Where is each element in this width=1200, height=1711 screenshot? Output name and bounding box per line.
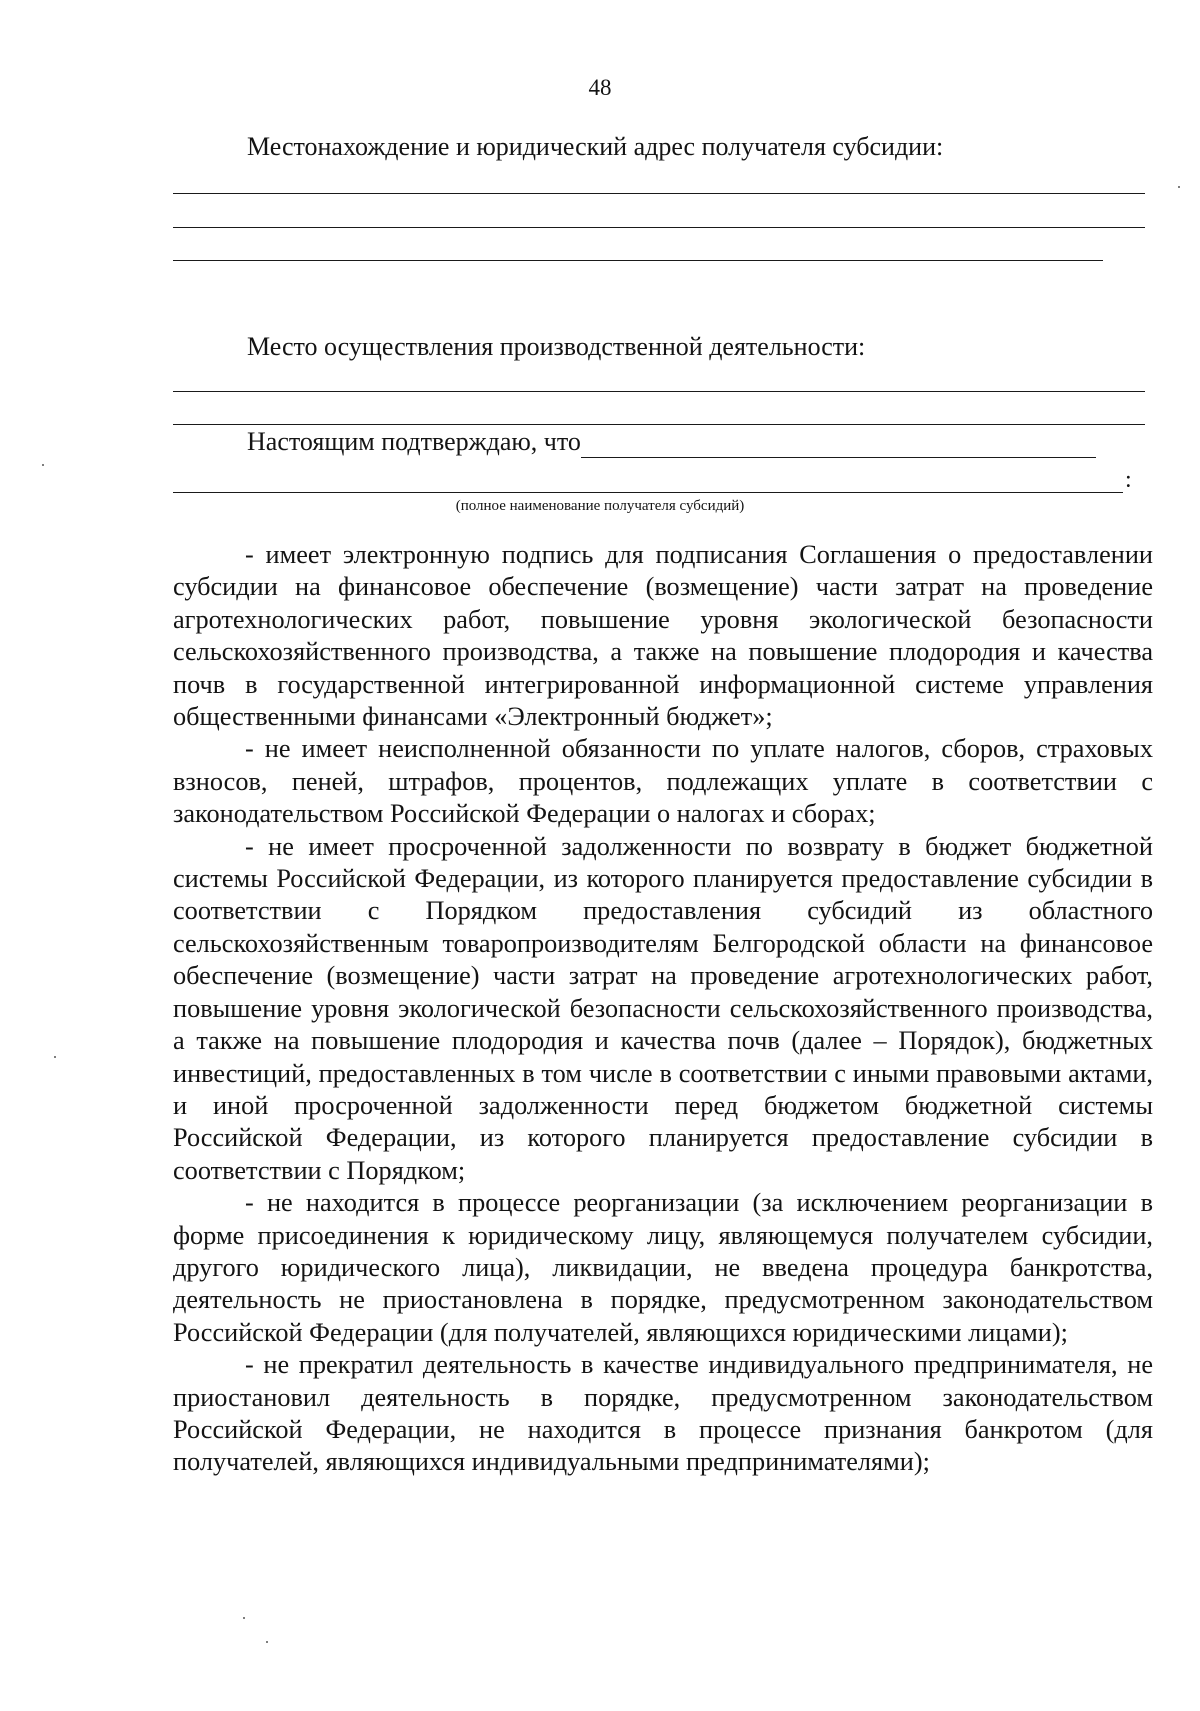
condition-paragraph: - не находится в процессе реорганизации (за исключением реорганизации в форме присоединения к юридическому лицу, являющемуся получателем субсидии, другого юридического лица), ликвидации, не введена процедура банкротства, деятельность не приостановлена в порядке, предусмотренном законодательством Российской Федерации (для получателей, являющихся юридическими лицами); (173, 1188, 1153, 1347)
address-fill-line-1 (173, 193, 1145, 194)
confirmation-text: Настоящим подтверждаю, что (247, 427, 581, 456)
conditions-list (173, 539, 1153, 1479)
activity-fill-line-2 (173, 424, 1145, 425)
address-heading: Местонахождение и юридический адрес получателя субсидии: (247, 132, 944, 161)
scan-speck (1178, 186, 1180, 188)
scan-speck (243, 1617, 245, 1619)
address-fill-line-2 (173, 227, 1145, 228)
condition-paragraph: - не прекратил деятельность в качестве индивидуального предпринимателя, не приостановил деятельность в порядке, предусмотренном законодательством Российской Федерации, не находится в процессе признания банкротом (для получателей, являющихся индивидуальными предпринимателями); (173, 1350, 1153, 1477)
address-fill-line-3 (173, 260, 1103, 261)
condition-paragraph: - имеет электронную подпись для подписания Соглашения о предоставлении субсидии на финансовое обеспечение (возмещение) части затрат на проведение агротехнологических работ, повышение уровня экологической безопасности сельскохозяйственного производства, а также на повышение плодородия и качества почв в государственной интегрированной информационной системе управления общественными финансами «Электронный бюджет»; (173, 540, 1153, 732)
activity-fill-line-1 (173, 391, 1145, 392)
colon-mark: : (1125, 467, 1132, 493)
page-number: 48 (588, 75, 612, 100)
condition-paragraph: - не имеет неисполненной обязанности по уплате налогов, сборов, страховых взносов, пеней, штрафов, процентов, подлежащих уплате в соответствии с законодательством Российской Федерации о налогах и сборах; (173, 734, 1153, 829)
recipient-name-fill-line (173, 492, 1123, 493)
scan-speck (266, 1641, 268, 1643)
recipient-caption: (полное наименование получателя субсидий) (455, 498, 745, 514)
confirmation-line (247, 426, 1096, 458)
scan-speck (42, 464, 44, 466)
recipient-name-blank (581, 433, 1096, 458)
activity-heading: Место осуществления производственной деятельности: (247, 332, 866, 361)
condition-paragraph: - не имеет просроченной задолженности по возврату в бюджет бюджетной системы Российской Федерации, из которого планируется предоставление субсидии в соответствии с Порядком предоставления субсидий из областного сельскохозяйственным товаропроизводителям Белгородской области на финансовое обеспечение (возмещение) части затрат на проведение агротехнологических работ, повышение уровня экологической безопасности сельскохозяйственного производства, а также на повышение плодородия и качества почв (далее – Порядок), бюджетных инвестиций, предоставленных в том числе в соответствии с иными правовыми актами, и иной просроченной задолженности перед бюджетом бюджетной системы Российской Федерации, из которого планируется предоставление субсидии в соответствии с Порядком; (173, 831, 1153, 1185)
scan-speck (54, 1056, 56, 1058)
